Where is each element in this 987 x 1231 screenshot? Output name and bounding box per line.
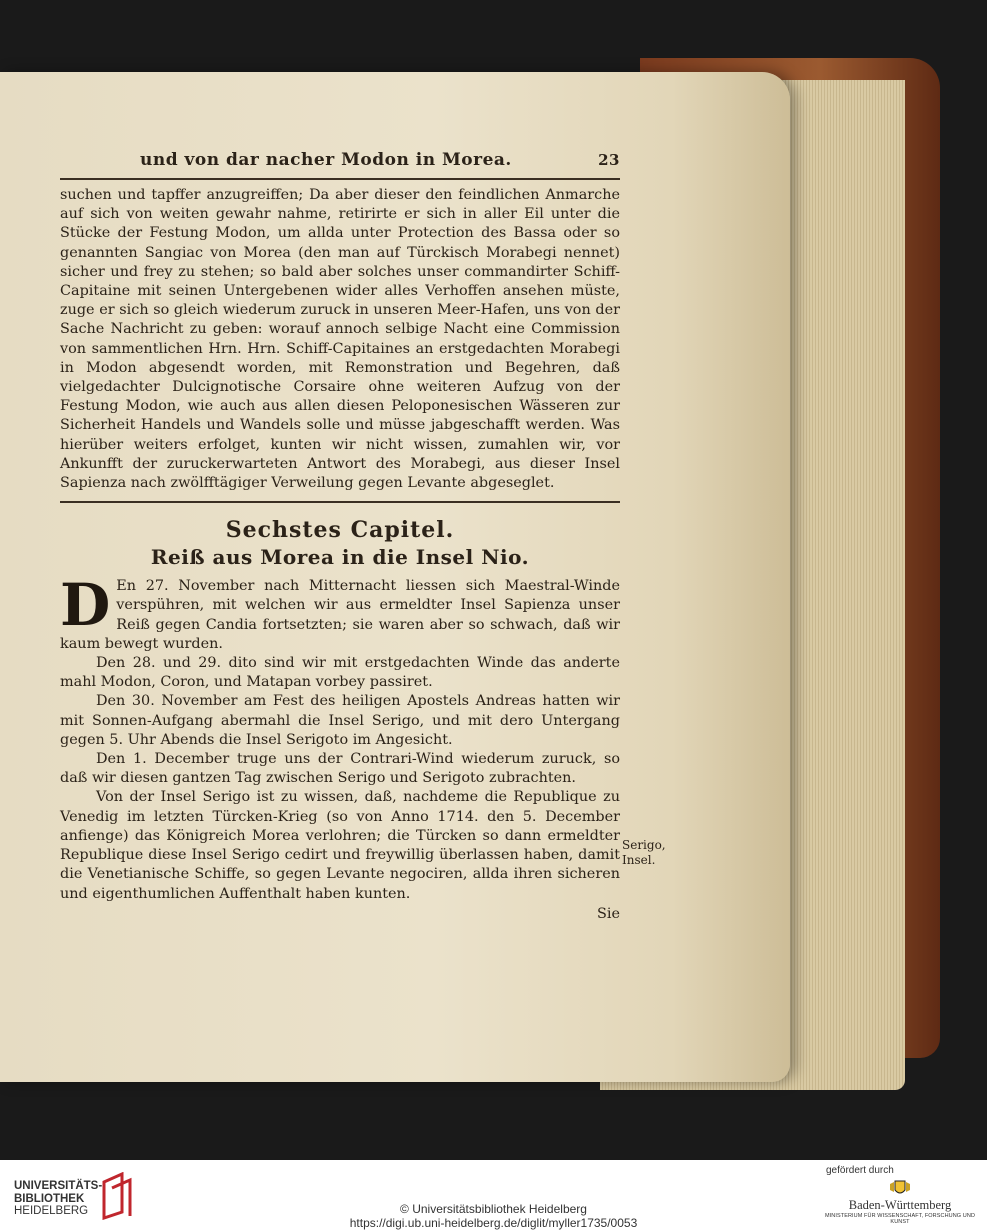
header-rule bbox=[60, 178, 620, 180]
funder-ministry: MINISTERIUM FÜR WISSENSCHAFT, FORSCHUNG UND KUNST bbox=[824, 1213, 976, 1225]
permalink-url[interactable]: https://digi.ub.uni-heidelberg.de/diglit/myller1735/0053 bbox=[349, 1216, 638, 1230]
marginal-note-line-1: Serigo, bbox=[622, 838, 666, 852]
funder-name: Baden-Württemberg bbox=[848, 1198, 952, 1212]
paragraph-2 bbox=[60, 571, 620, 654]
running-head-title: und von dar nacher Modon in Morea. bbox=[140, 150, 512, 170]
paragraph-5: Den 1. December truge uns der Contrari-Wind wiederum zuruck, so daß wir diesen gantzen Tag zwischen Serigo und Serigoto zubrachten. bbox=[60, 751, 620, 787]
paragraph-4: Den 30. November am Fest des heiligen Apostels Andreas hatten wir mit Sonnen-Aufgang abermahl die Insel Serigo, und mit dero Untergang gegen 5. Uhr Abends die Insel Serigoto im Angesicht. bbox=[60, 693, 620, 748]
chapter-rule bbox=[60, 501, 620, 503]
marginal-note bbox=[622, 838, 666, 868]
paragraph-3: Den 28. und 29. dito sind wir mit erstgedachten Winde das anderte mahl Modon, Coron, und Matapan vorbey passiret. bbox=[60, 655, 620, 691]
page-number: 23 bbox=[598, 151, 620, 169]
crest-icon bbox=[886, 1178, 914, 1198]
funder-block[interactable] bbox=[820, 1165, 980, 1225]
chapter-title: Reiß aus Morea in die Insel Nio. bbox=[150, 545, 530, 570]
catchword: Sie bbox=[597, 905, 620, 922]
drop-cap: D bbox=[60, 571, 111, 640]
running-head bbox=[60, 150, 620, 170]
library-name-line-1: UNIVERSITÄTS- bbox=[14, 1180, 103, 1192]
chapter-heading: Sechstes Capitel. bbox=[225, 517, 455, 544]
paragraph-1: suchen und tapffer anzugreiffen; Da aber dieser den feindlichen Anmarche auf sich von weiten gewahr nahme, retirirte er sich in aller Eil unter die Stücke der Festung Modon, um allda unter Protection des Bassa oder so genannten Sangiac von Morea (den man auf Türckisch Morabegi nennet) sicher und frey zu stehen; so bald aber solches unser commandirter Schiff-Capitaine mit seinen Untergebenen wider alles Verhoffen ansehen müste, zuge er sich so gleich wiederum zuruck in unseren Meer-Hafen, uns von der Sache Nachricht zu geben: worauf annoch selbige Nacht eine Commission von sammentlichen Hrn. Hrn. Schiff-Capitaines an erstgedachten Morabegi in Modon abgesendt worden, mit Remonstration und Begehren, daß vielgedachter Dulcignotische Corsaire ohne weiteren Aufzug von der Festung Modon, wie auch aus allen diesen Peloponesischen Wässeren zur Sicherheit Handels und Wandels solle und müsse jabgeschafft werden. Was hierüber weiters erfolget, kunten wir nicht wissen, zumahlen wir, vor Ankunfft der zuruckerwarteten Antwort des Morabegi, aus dieser Insel Sapienza nach zwölfftägiger Verweilung gegen Levante abgeseglet. bbox=[60, 187, 620, 492]
library-name-line-2: BIBLIOTHEK bbox=[14, 1192, 85, 1205]
paragraph-2-text: En 27. November nach Mitternacht liessen sich Maestral-Winde verspühren, mit welchen wir aus ermeldter Insel Sapienza unser Reiß gegen Candia fortsetzten; sie waren aber so schwach, daß wir kaum bewegt wurden. bbox=[60, 578, 620, 652]
copyright-notice: © Universitätsbibliothek Heidelberg bbox=[400, 1202, 587, 1216]
viewer-footer bbox=[0, 1160, 987, 1231]
marginal-note-line-2: Insel. bbox=[622, 853, 656, 867]
funded-by-label: gefördert durch bbox=[826, 1165, 894, 1176]
paragraph-6: Von der Insel Serigo ist zu wissen, daß, nachdeme die Republique zu Venedig im letzten Türcken-Krieg (so von Anno 1714. den 5. December anfienge) das Königreich Morea verlohren; die Türcken so dann ermeldter Republique diese Insel Serigo cedirt und freywillig überlassen haben, damit die Venetianische Schiffe, so gegen Levante negociren, allda ihren sicheren und eigenthumlichen Auffenthalt haben kunten. bbox=[60, 789, 620, 902]
library-name-line-3: HEIDELBERG bbox=[14, 1205, 89, 1217]
page-text-block bbox=[60, 150, 620, 922]
